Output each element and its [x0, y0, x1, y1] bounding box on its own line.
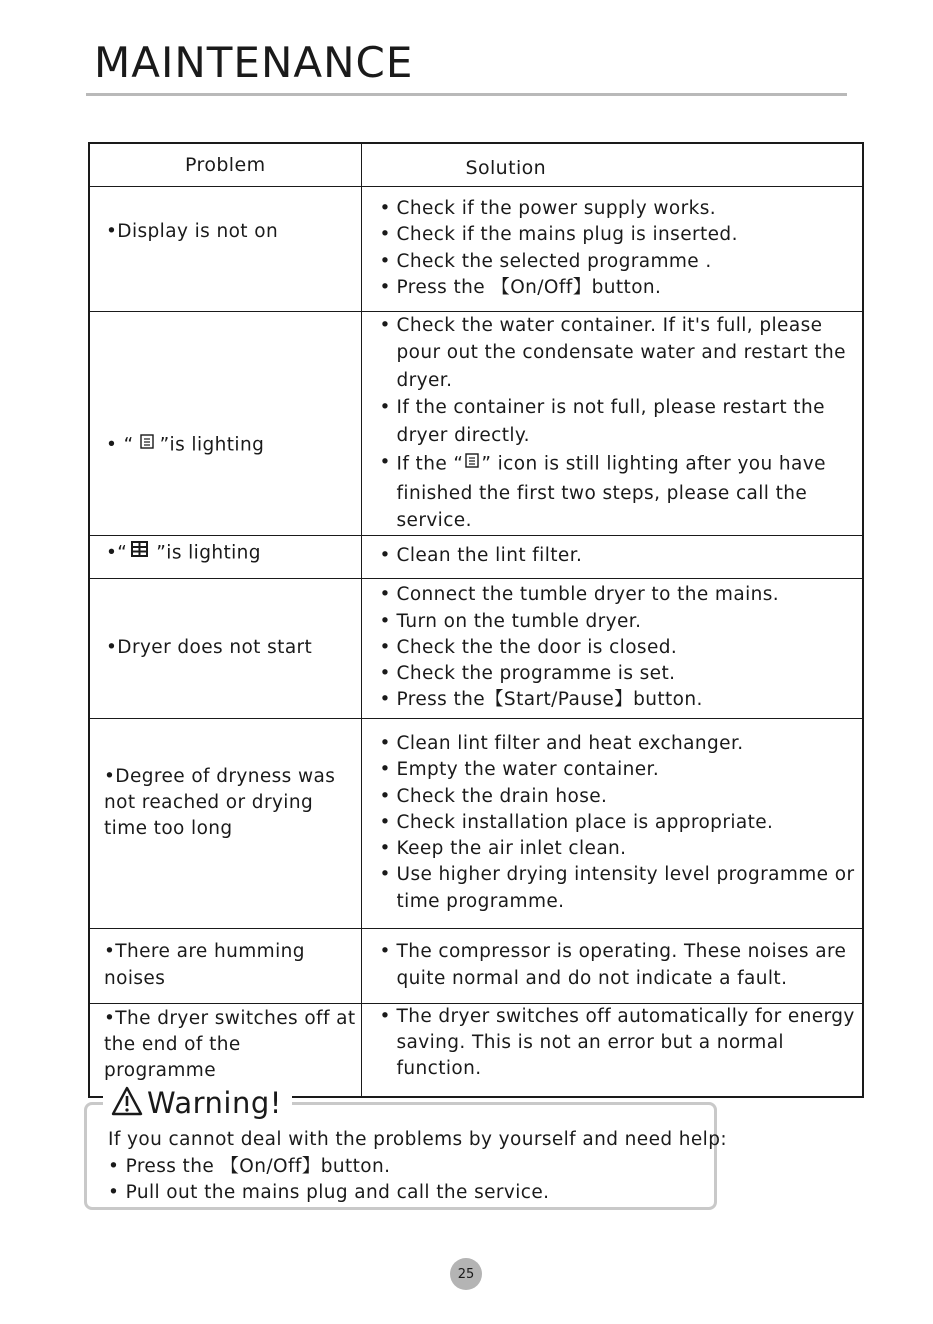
solution-cell: [361, 928, 863, 1003]
problem-text: •There are humming noises: [104, 941, 305, 989]
warning-triangle-icon: [111, 1086, 143, 1120]
problem-cell: [89, 928, 361, 1003]
solution-item: • Check installation place is appropriate.: [380, 810, 861, 836]
solution-cell: [361, 311, 863, 535]
warning-title: Warning!: [147, 1086, 282, 1120]
warning-item: • Press the 【On/Off】button.: [108, 1155, 391, 1177]
solution-item: • Turn on the tumble dryer.: [380, 609, 861, 635]
solution-item: • Check the selected programme .: [380, 249, 861, 275]
problem-cell: [89, 535, 361, 578]
solution-item: • The dryer switches off automatically for energy saving. This is not an error but a normal function.: [380, 1004, 861, 1083]
solution-cell: [361, 718, 863, 928]
header-problem: Problem: [89, 143, 361, 186]
header-solution: Solution: [361, 143, 863, 186]
problem-cell: [89, 718, 361, 928]
problem-suffix: ”is lighting: [159, 434, 265, 456]
problem-text: •The dryer switches off at the end of the programme: [104, 1007, 356, 1082]
troubleshooting-table: [88, 142, 864, 1098]
solution-item: • Check the programme is set.: [380, 661, 861, 687]
solution-text-part: If the “: [396, 453, 464, 475]
solution-item: [380, 449, 861, 535]
solution-cell: [361, 578, 863, 718]
solution-item: • Use higher drying intensity level programme or time programme.: [380, 862, 861, 915]
solution-item: • Clean lint filter and heat exchanger.: [380, 731, 861, 757]
solution-item: • If the container is not full, please restart the dryer directly.: [380, 394, 861, 449]
warning-header: [103, 1084, 292, 1122]
water-container-icon: [465, 449, 479, 477]
solution-item: • Check the the door is closed.: [380, 635, 861, 661]
table-row: [89, 718, 863, 928]
solution-cell: [361, 535, 863, 578]
problem-text: •Degree of dryness was not reached or drying time too long: [104, 765, 336, 840]
solution-item: • Check the drain hose.: [380, 784, 861, 810]
page-title: MAINTENANCE: [94, 38, 414, 87]
problem-cell: [89, 186, 361, 311]
table-row: [89, 186, 863, 311]
problem-suffix: ”is lighting: [156, 542, 261, 564]
problem-cell: [89, 311, 361, 535]
problem-prefix: • “: [106, 434, 134, 456]
solution-cell: [361, 1003, 863, 1097]
title-divider: [86, 93, 847, 96]
table-row: [89, 311, 863, 535]
solution-item: • Connect the tumble dryer to the mains.: [380, 582, 861, 608]
solution-item: • Check the water container. If it's full, please pour out the condensate water and restart the dryer.: [380, 312, 861, 395]
solution-text-part: ” icon is still lighting after you have finished the first two steps, please call the service.: [396, 453, 826, 531]
solution-item: • Check if the power supply works.: [380, 196, 861, 222]
solution-item: • Press the 【On/Off】button.: [380, 275, 861, 301]
solution-item: • Check if the mains plug is inserted.: [380, 222, 861, 248]
problem-text: •Dryer does not start: [106, 636, 313, 658]
solution-item: • Clean the lint filter.: [380, 543, 861, 569]
solution-item: • Empty the water container.: [380, 757, 861, 783]
warning-body: [108, 1127, 727, 1207]
table-header-row: [89, 143, 863, 186]
warning-item: • Pull out the mains plug and call the service.: [108, 1182, 550, 1203]
water-container-icon: [140, 431, 154, 457]
lint-filter-icon: [131, 539, 148, 565]
table-row: [89, 928, 863, 1003]
table-row: [89, 535, 863, 578]
problem-text: •Display is not on: [106, 221, 279, 243]
solution-item: • Press the【Start/Pause】button.: [380, 687, 861, 713]
table-row: [89, 578, 863, 718]
warning-intro: If you cannot deal with the problems by yourself and need help:: [108, 1129, 727, 1150]
solution-item: • Keep the air inlet clean.: [380, 836, 861, 862]
solution-cell: [361, 186, 863, 311]
page-number-badge: 25: [450, 1258, 482, 1290]
problem-cell: [89, 578, 361, 718]
problem-prefix: •“: [106, 542, 128, 564]
solution-item: • The compressor is operating. These noises are quite normal and do not indicate a fault.: [380, 939, 861, 992]
